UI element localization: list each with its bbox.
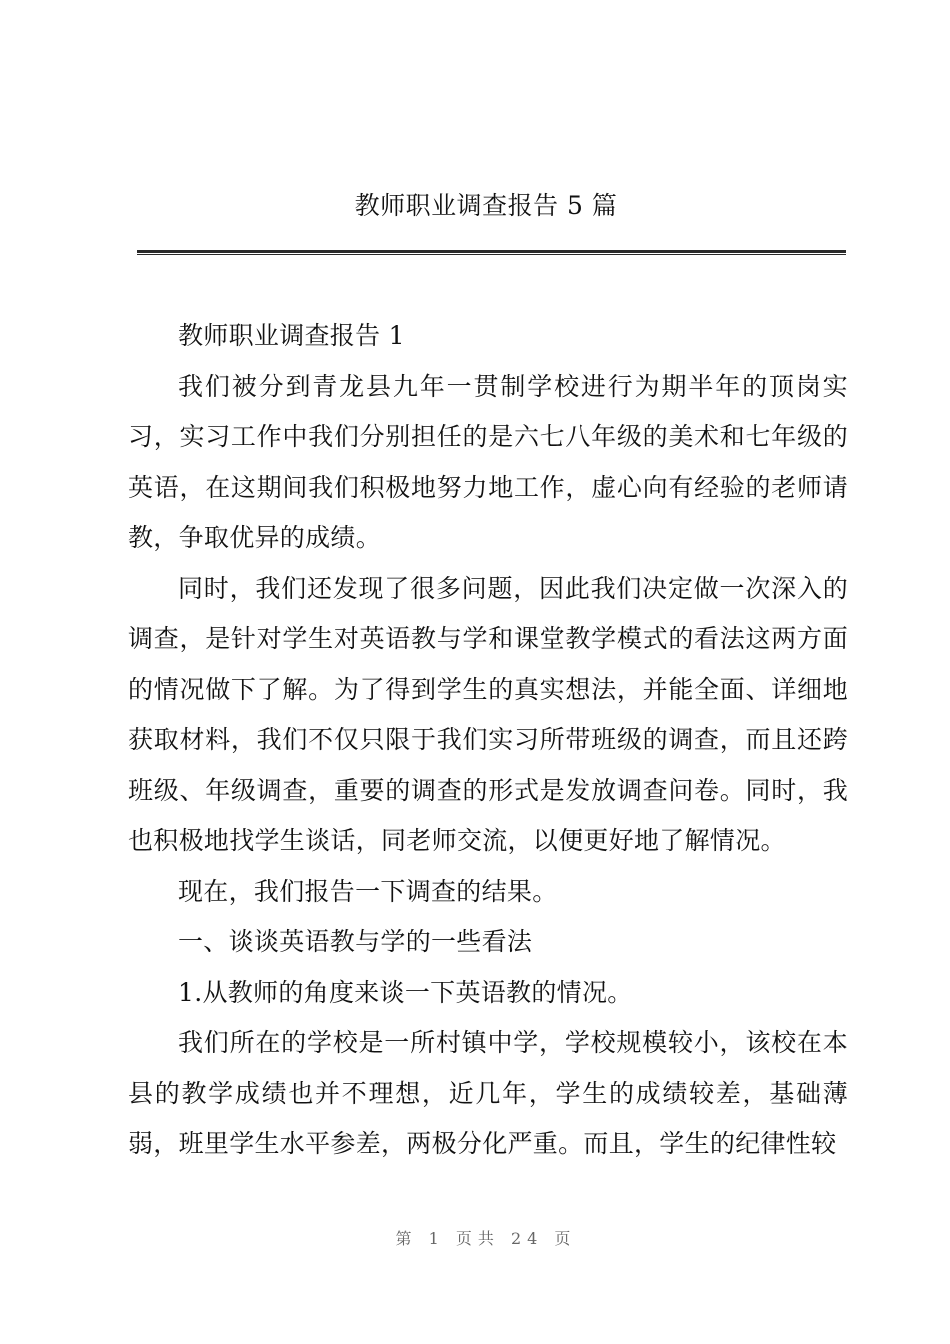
title-divider — [137, 250, 846, 255]
section-heading: 教师职业调查报告 1 — [178, 321, 405, 350]
page-number: 第 1 页共 24 页 — [395, 1229, 577, 1248]
document-title: 教师职业调查报告 5 篇 — [354, 191, 618, 220]
subsection-heading: 一、谈谈英语教与学的一些看法 — [178, 927, 533, 956]
paragraph: 我们所在的学校是一所村镇中学，学校规模较小，该校在本县的教学成绩也并不理想，近几年，学生的成绩较差，基础薄弱，班里学生水平参差，两极分化严重。而且，学生的纪律性较 — [128, 1028, 848, 1158]
paragraph: 我们被分到青龙县九年一贯制学校进行为期半年的顶岗实习，实习工作中我们分别担任的是六七八年级的美术和七年级的英语，在这期间我们积极地努力地工作，虚心向有经验的老师请教，争取优异的成绩。 — [128, 371, 848, 552]
paragraph: 现在，我们报告一下调查的结果。 — [178, 876, 558, 906]
document-body — [128, 311, 848, 1170]
paragraph: 同时，我们还发现了很多问题，因此我们决定做一次深入的调查，是针对学生对英语教与学和课堂教学模式的看法这两方面的情况做下了解。为了得到学生的真实想法，并能全面、详细地获取材料，我们不仅只限于我们实习所带班级的调查，而且还跨班级、年级调查，重要的调查的形式是发放调查问卷。同时，我也积极地找学生谈话，同老师交流，以便更好地了解情况。 — [128, 573, 848, 855]
subsection-heading: 1.从教师的角度来谈一下英语教的情况。 — [178, 977, 633, 1007]
